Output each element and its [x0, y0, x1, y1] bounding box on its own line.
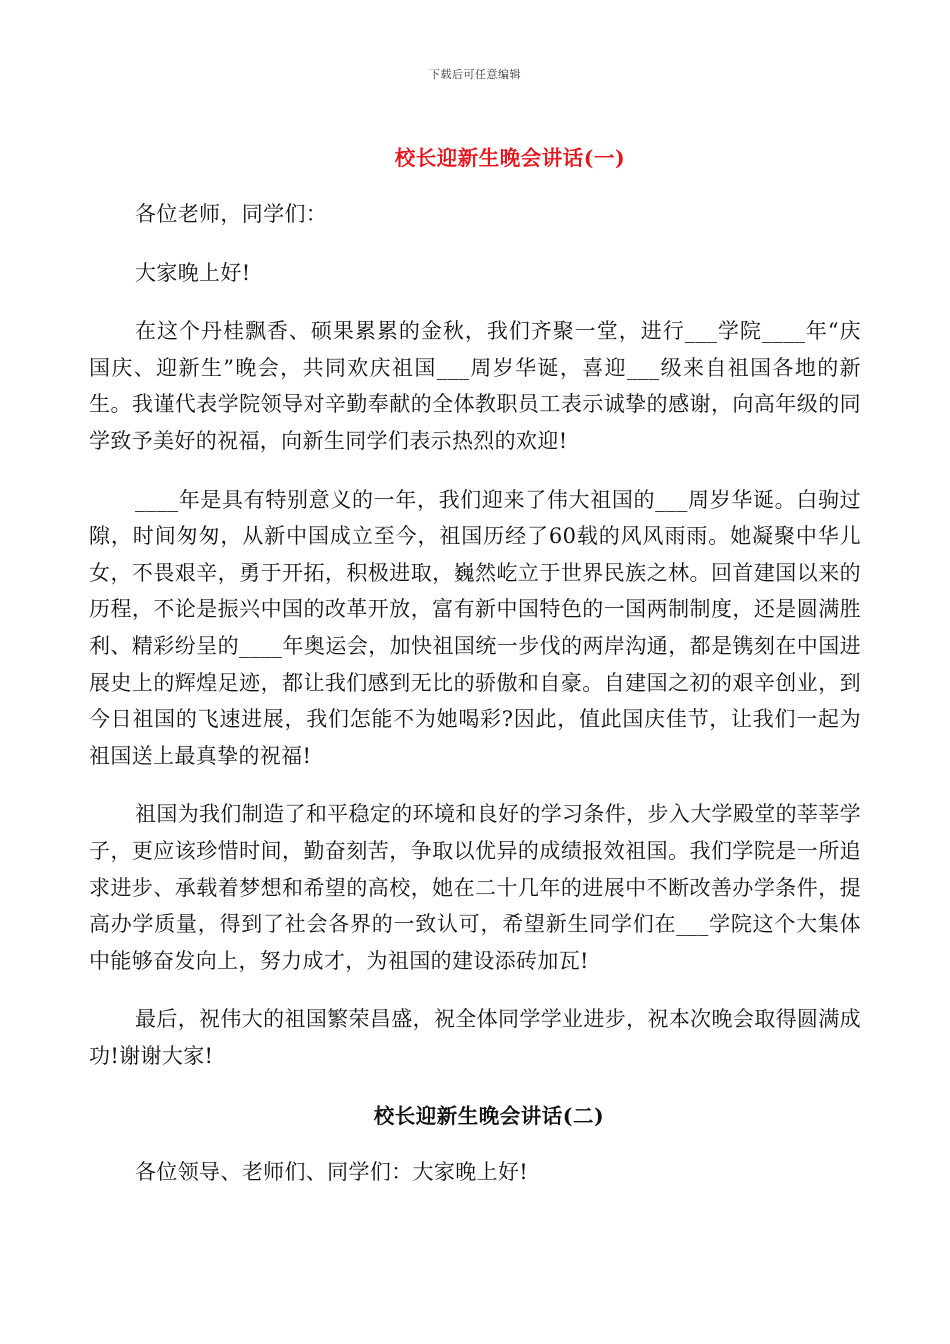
document-body [89, 138, 861, 1213]
speech-1-greeting: 大家晚上好! [135, 260, 251, 285]
speech-2-title: 校长迎新生晚会讲话(二) [373, 1104, 605, 1129]
speech-2-salutation: 各位领导、老师们、同学们：大家晚上好! [135, 1160, 529, 1185]
speech-1-title: 校长迎新生晚会讲话(一) [394, 146, 626, 170]
speech-1-salutation: 各位老师，同学们： [135, 202, 328, 226]
speech-1-closing: 最后，祝伟大的祖国繁荣昌盛，祝全体同学学业进步，祝本次晚会取得圆满成功!谢谢大家! [89, 1007, 861, 1068]
header-note: 下载后可任意编辑 [429, 68, 521, 81]
speech-1-paragraph-welcome: 在这个丹桂飘香、硕果累累的金秋，我们齐聚一堂，进行___学院____年“庆国庆、迎新生”晚会，共同欢庆祖国___周岁华诞，喜迎___级来自祖国各地的新生。我谨代表学院领导对辛勤奉献的全体教职员工表示诚挚的感谢，向高年级的同学致予美好的祝福，向新生同学们表示热烈的欢迎! [89, 319, 861, 453]
speech-1-paragraph-history: ____年是具有特别意义的一年，我们迎来了伟大祖国的___周岁华诞。白驹过隙，时间匆匆，从新中国成立至今，祖国历经了60载的风风雨雨。她凝聚中华儿女，不畏艰辛，勇于开拓，积极进取，巍然屹立于世界民族之林。回首建国以来的历程，不论是振兴中国的改革开放，富有新中国特色的一国两制制度，还是圆满胜利、精彩纷呈的____年奥运会，加快祖国统一步伐的两岸沟通，都是镌刻在中国进展史上的辉煌足迹，都让我们感到无比的骄傲和自豪。自建国之初的艰辛创业，到今日祖国的飞速进展，我们怎能不为她喝彩?因此，值此国庆佳节，让我们一起为祖国送上最真挚的祝福! [89, 487, 861, 768]
speech-1-paragraph-study: 祖国为我们制造了和平稳定的环境和良好的学习条件，步入大学殿堂的莘莘学子，更应该珍惜时间，勤奋刻苦，争取以优异的成绩报效祖国。我们学院是一所追求进步、承载着梦想和希望的高校，她在二十几年的进展中不断改善办学条件，提高办学质量，得到了社会各界的一致认可，希望新生同学们在___学院这个大集体中能够奋发向上，努力成才，为祖国的建设添砖加瓦! [89, 802, 861, 973]
